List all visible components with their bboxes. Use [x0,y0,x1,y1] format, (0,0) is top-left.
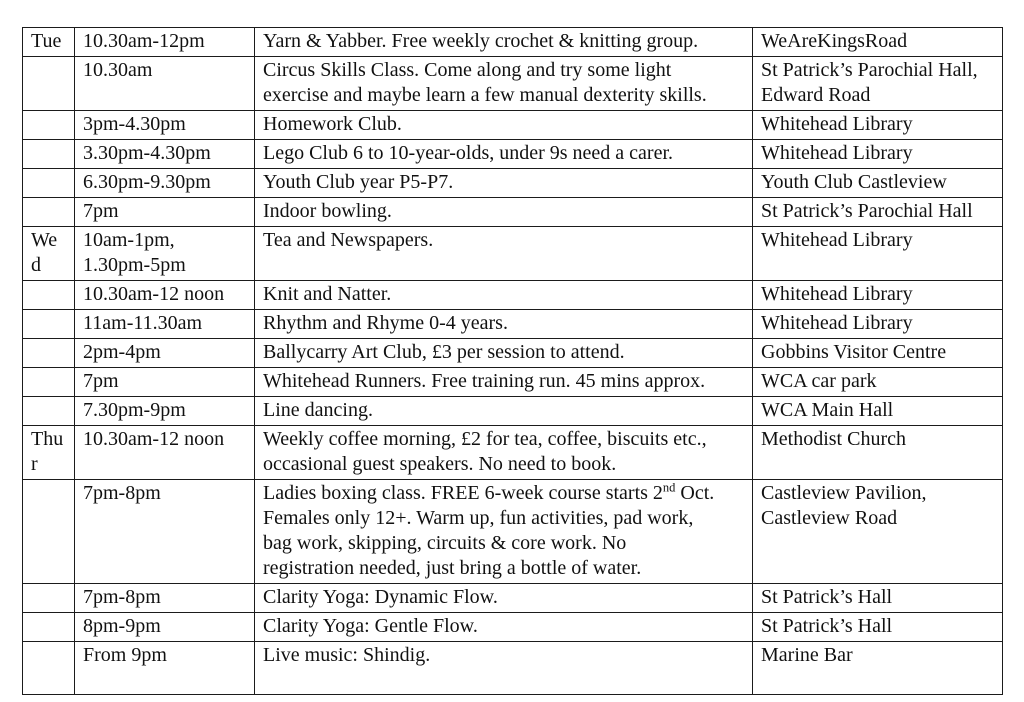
description-cell: Line dancing. [255,397,753,426]
table-row [23,111,1003,140]
description-cell: Youth Club year P5-P7. [255,169,753,198]
time-cell: 7pm [75,198,255,227]
table-row [23,368,1003,397]
location-cell: Castleview Pavilion, Castleview Road [753,480,1003,584]
time-cell: 10.30am-12 noon [75,426,255,480]
description-cell: Clarity Yoga: Gentle Flow. [255,613,753,642]
description-cell: Weekly coffee morning, £2 for tea, coffee, biscuits etc., occasional guest speakers. No need to book. [255,426,753,480]
table-row [23,57,1003,111]
table-row [23,198,1003,227]
day-cell [23,584,75,613]
table-row [23,339,1003,368]
day-cell: Thur [23,426,75,480]
time-cell: 7.30pm-9pm [75,397,255,426]
location-cell: Marine Bar [753,642,1003,695]
table-row [23,227,1003,281]
table-row [23,397,1003,426]
day-cell [23,111,75,140]
time-cell: 8pm-9pm [75,613,255,642]
time-cell: 7pm-8pm [75,480,255,584]
day-cell: Tue [23,28,75,57]
location-cell: Whitehead Library [753,281,1003,310]
location-cell: St Patrick’s Hall [753,613,1003,642]
location-cell: Gobbins Visitor Centre [753,339,1003,368]
location-cell: Whitehead Library [753,310,1003,339]
description-cell: Homework Club. [255,111,753,140]
description-cell: Clarity Yoga: Dynamic Flow. [255,584,753,613]
day-cell [23,281,75,310]
description-cell: Rhythm and Rhyme 0-4 years. [255,310,753,339]
time-cell: 11am-11.30am [75,310,255,339]
day-cell [23,140,75,169]
time-cell: 10am-1pm, 1.30pm-5pm [75,227,255,281]
description-cell: Knit and Natter. [255,281,753,310]
day-cell [23,397,75,426]
time-cell: 3pm-4.30pm [75,111,255,140]
description-cell: Yarn & Yabber. Free weekly crochet & knitting group. [255,28,753,57]
location-cell: Whitehead Library [753,140,1003,169]
table-row [23,480,1003,584]
table-row [23,169,1003,198]
time-cell: 7pm [75,368,255,397]
time-cell: 7pm-8pm [75,584,255,613]
day-cell [23,57,75,111]
day-cell [23,198,75,227]
location-cell: St Patrick’s Parochial Hall, Edward Road [753,57,1003,111]
day-cell [23,480,75,584]
time-cell: 6.30pm-9.30pm [75,169,255,198]
table-row [23,140,1003,169]
description-cell: Lego Club 6 to 10-year-olds, under 9s need a carer. [255,140,753,169]
time-cell: From 9pm [75,642,255,695]
time-cell: 2pm-4pm [75,339,255,368]
description-cell: Ladies boxing class. FREE 6-week course starts 2nd Oct. Females only 12+. Warm up, fun activities, pad work, bag work, skipping, circuits & core work. No registration needed, just bring a bottle of water. [255,480,753,584]
location-cell: St Patrick’s Hall [753,584,1003,613]
time-cell: 10.30am-12pm [75,28,255,57]
table-row [23,613,1003,642]
superscript-ordinal: nd [662,480,676,495]
location-cell: WCA Main Hall [753,397,1003,426]
day-cell: Wed [23,227,75,281]
day-cell [23,310,75,339]
description-cell: Circus Skills Class. Come along and try some light exercise and maybe learn a few manual dexterity skills. [255,57,753,111]
day-cell [23,169,75,198]
table-row [23,310,1003,339]
description-cell: Indoor bowling. [255,198,753,227]
day-cell [23,368,75,397]
table-row [23,584,1003,613]
time-cell: 10.30am [75,57,255,111]
description-cell: Whitehead Runners. Free training run. 45 mins approx. [255,368,753,397]
day-cell [23,642,75,695]
table-row [23,28,1003,57]
location-cell: WCA car park [753,368,1003,397]
day-cell [23,339,75,368]
location-cell: WeAreKingsRoad [753,28,1003,57]
description-cell: Live music: Shindig. [255,642,753,695]
location-cell: Youth Club Castleview [753,169,1003,198]
description-cell: Tea and Newspapers. [255,227,753,281]
location-cell: St Patrick’s Parochial Hall [753,198,1003,227]
location-cell: Whitehead Library [753,227,1003,281]
table-row [23,642,1003,695]
table-row [23,281,1003,310]
location-cell: Methodist Church [753,426,1003,480]
location-cell: Whitehead Library [753,111,1003,140]
events-table [22,27,1003,695]
time-cell: 3.30pm-4.30pm [75,140,255,169]
table-row [23,426,1003,480]
events-table-body [23,28,1003,695]
time-cell: 10.30am-12 noon [75,281,255,310]
description-cell: Ballycarry Art Club, £3 per session to attend. [255,339,753,368]
day-cell [23,613,75,642]
